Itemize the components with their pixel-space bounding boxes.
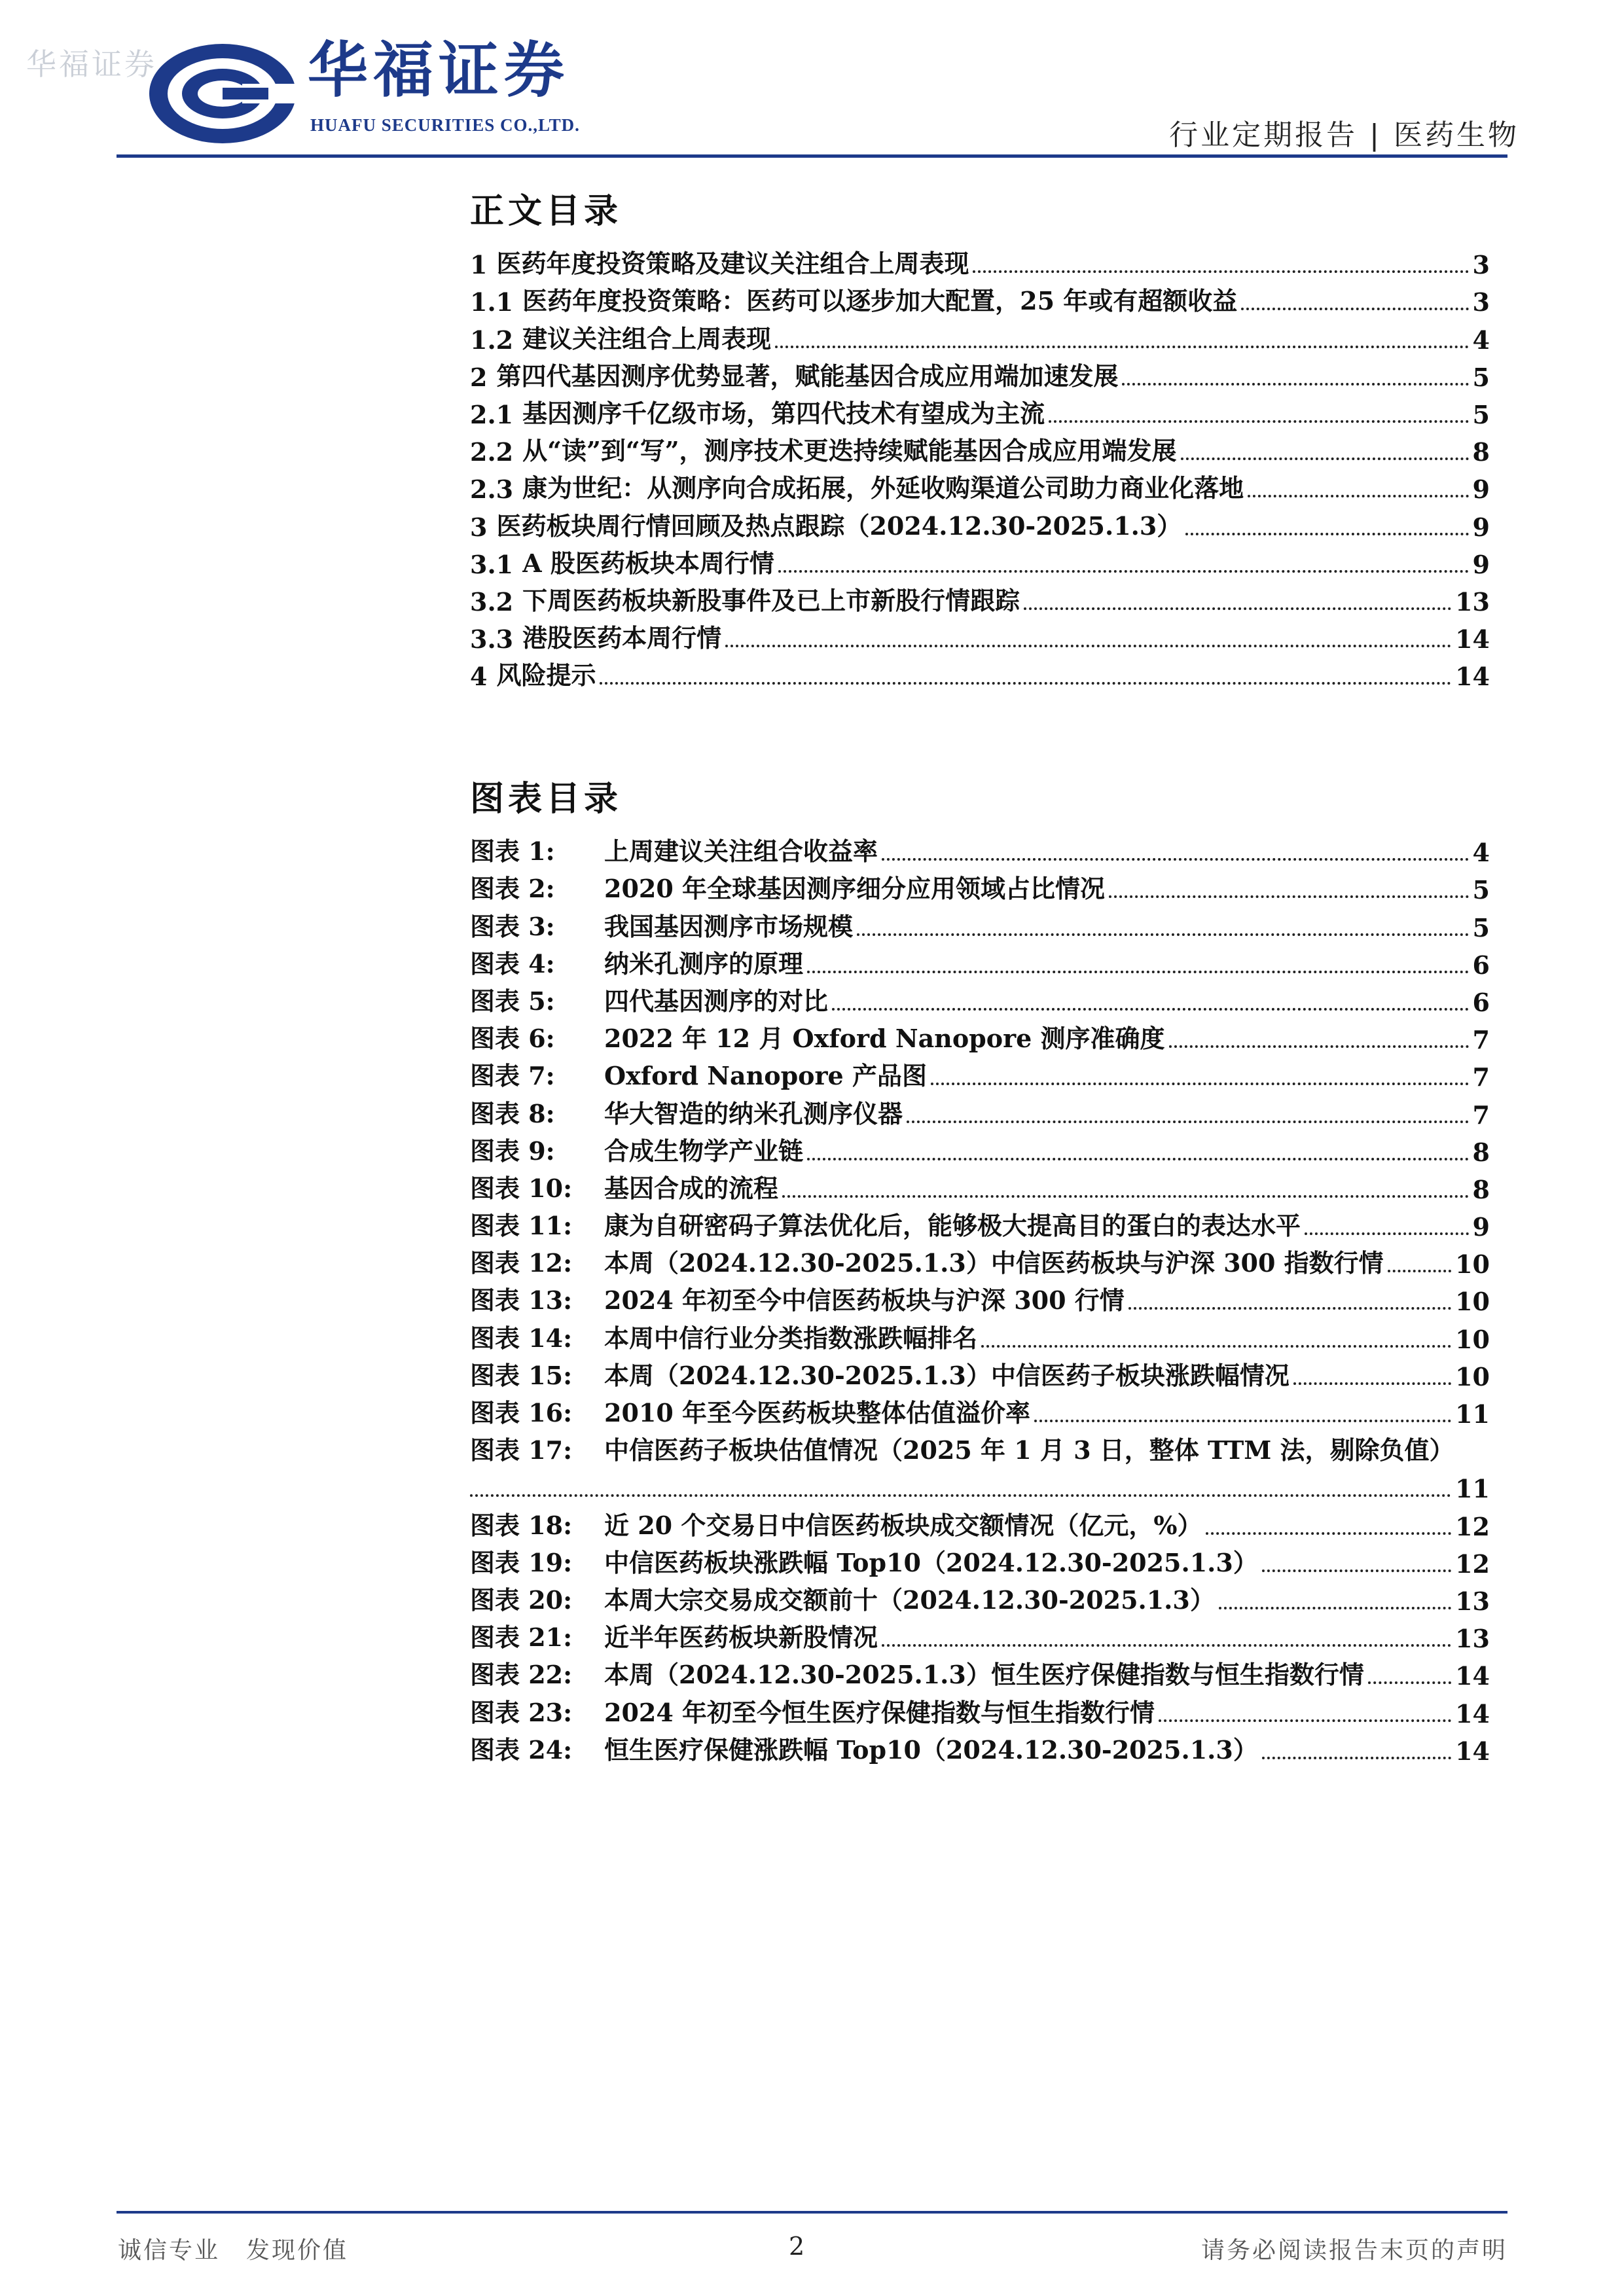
figure-item[interactable] [470,1017,1490,1054]
toc-item[interactable] [470,504,1490,541]
figure-item[interactable] [470,1316,1490,1354]
figure-label: 图表 24: [470,1734,573,1765]
footer-slogan-2: 发现价值 [246,2237,349,2264]
toc-num: 2.1 [470,399,514,429]
figure-item[interactable] [470,1092,1490,1129]
toc-title: 医药年度投资策略：医药可以逐步加大配置，25 年或有超额收益 [522,286,1238,316]
figure-page: 6 [1472,987,1490,1017]
figure-title: 中信医药子板块估值情况（2025 年 1 月 3 日，整体 TTM 法，剔除负值） [604,1435,1454,1465]
figure-item[interactable] [470,980,1490,1017]
figure-item[interactable] [470,1616,1490,1653]
figure-label: 图表 11: [470,1211,573,1241]
toc-title: 下周医药板块新股事件及已上市新股行情跟踪 [522,585,1020,615]
figure-title: 2024 年初至今恒生医疗保健指数与恒生指数行情 [604,1697,1155,1727]
toc-item[interactable] [470,392,1490,429]
toc-page: 9 [1472,549,1490,579]
figure-page: 12 [1455,1511,1490,1541]
toc-title: 医药板块周行情回顾及热点跟踪（2024.12.30-2025.1.3） [496,511,1182,541]
figure-item[interactable] [470,1130,1490,1167]
figure-item[interactable] [470,1242,1490,1279]
toc-page: 4 [1472,325,1490,355]
figure-label: 图表 13: [470,1285,573,1316]
figure-page: 4 [1472,838,1490,868]
figure-page: 14 [1455,1698,1490,1729]
dot-leader [1248,495,1468,497]
figure-page: 14 [1455,1661,1490,1691]
figure-page: 5 [1472,912,1490,942]
toc-title: A 股医药板块本周行情 [522,548,774,578]
figure-item[interactable] [470,1429,1490,1466]
figure-page: 13 [1455,1586,1490,1616]
figure-item[interactable] [470,1391,1490,1429]
figure-label: 图表 7: [470,1061,555,1091]
toc-num: 1.2 [470,325,514,355]
dot-leader [807,971,1469,973]
dot-leader [1262,1757,1451,1759]
toc-page: 14 [1455,624,1490,655]
figure-title: 合成生物学产业链 [604,1136,804,1166]
toc-title: 风险提示 [496,660,596,691]
report-header [1169,111,1519,153]
figure-label: 图表 22: [470,1660,573,1690]
figure-item[interactable] [470,1691,1490,1728]
figure-title: 2022 年 12 月 Oxford Nanopore 测序准确度 [604,1024,1165,1054]
logo-name-cn: 华福证券 [308,35,570,105]
dot-leader [1185,533,1468,535]
dot-leader [778,570,1469,573]
dot-leader [1388,1270,1451,1272]
toc-page: 8 [1472,437,1490,467]
figure-title: 本周（2024.12.30-2025.1.3）中信医药板块与沪深 300 指数行情 [604,1248,1384,1278]
figure-title: 2010 年至今医药板块整体估值溢价率 [604,1398,1030,1427]
figure-item[interactable] [470,830,1490,867]
figure-page: 11 [1455,1399,1490,1429]
toc-item[interactable] [470,579,1490,617]
logo-name-en: HUAFU SECURITIES CO.,LTD. [310,115,580,135]
figure-title: 2020 年全球基因测序细分应用领域占比情况 [604,874,1105,904]
dot-leader [907,1121,1469,1123]
toc-item[interactable] [470,654,1490,691]
figure-item[interactable] [470,1503,1490,1541]
dot-leader [775,346,1468,348]
header-separator: | [1369,118,1382,152]
figure-label: 图表 2: [470,874,555,904]
dot-leader [1049,420,1468,423]
dot-leader [882,1644,1451,1647]
figure-page: 11 [1455,1474,1490,1504]
dot-leader [1368,1681,1451,1684]
figure-page: 10 [1455,1249,1490,1280]
header-rule [117,154,1507,158]
toc-item[interactable] [470,279,1490,317]
dot-leader [600,682,1451,685]
watermark: 华福证券 [26,46,157,82]
logo-emblem-icon [144,38,301,149]
figure-title: 四代基因测序的对比 [604,986,829,1016]
figure-label: 图表 20: [470,1585,573,1615]
figure-page: 6 [1472,950,1490,980]
figure-item[interactable] [470,867,1490,905]
figure-item[interactable] [470,1054,1490,1092]
toc-page: 3 [1472,250,1490,280]
figure-page: 7 [1472,1062,1490,1092]
figure-page: 9 [1472,1212,1490,1242]
figure-title: 基因合成的流程 [604,1173,779,1203]
dot-leader [1024,607,1451,610]
figure-page: 12 [1455,1549,1490,1579]
toc-title: 基因测序千亿级市场，第四代技术有望成为主流 [522,398,1045,428]
toc-num: 3.2 [470,586,514,617]
contents-section [470,183,1490,691]
toc-num: 3.3 [470,624,514,655]
contents-list [470,242,1490,691]
dot-leader [1122,383,1468,386]
figure-label: 图表 23: [470,1697,573,1727]
dot-leader [1034,1420,1451,1422]
toc-num: 2.2 [470,437,514,467]
figure-title: Oxford Nanopore 产品图 [604,1061,927,1091]
figure-page: 14 [1455,1736,1490,1766]
figure-title: 本周大宗交易成交额前十（2024.12.30-2025.1.3） [604,1585,1215,1615]
toc-num: 4 [470,662,488,692]
figure-title: 上周建议关注组合收益率 [604,836,878,867]
figure-label: 图表 5: [470,986,555,1016]
figures-title: 图表目录 [470,780,623,819]
toc-num: 1.1 [470,287,514,317]
report-sector: 医药生物 [1394,118,1519,152]
toc-item[interactable] [470,617,1490,654]
page-number: 2 [789,2232,805,2261]
figure-item[interactable] [470,1541,1490,1579]
toc-num: 3 [470,512,488,542]
footer-slogan [118,2232,348,2265]
figure-page: 5 [1472,875,1490,905]
figure-title: 本周（2024.12.30-2025.1.3）恒生医疗保健指数与恒生指数行情 [604,1660,1364,1690]
figures-list [470,830,1490,1766]
figure-title: 近半年医药板块新股情况 [604,1623,878,1653]
figure-page: 13 [1455,1624,1490,1654]
figure-page: 10 [1455,1361,1490,1391]
dot-leader [1305,1232,1469,1235]
toc-num: 1 [470,250,488,280]
toc-num: 3.1 [470,549,514,579]
dot-leader [1206,1532,1451,1535]
figure-title: 我国基因测序市场规模 [604,911,854,941]
figure-item[interactable] [470,1204,1490,1242]
figure-page: 10 [1455,1324,1490,1354]
figure-label: 图表 17: [470,1435,573,1465]
toc-title: 港股医药本周行情 [522,623,722,653]
figures-section [470,771,1490,1766]
toc-page: 3 [1472,287,1490,317]
dot-leader [1219,1607,1451,1609]
toc-item[interactable] [470,467,1490,504]
figure-label: 图表 19: [470,1547,573,1577]
toc-num: 2 [470,362,488,392]
figure-item[interactable] [470,1279,1490,1316]
dot-leader [807,1158,1469,1160]
figure-item[interactable] [470,1354,1490,1391]
dot-leader [832,1008,1469,1011]
dot-leader [1159,1719,1451,1722]
company-logo [144,35,602,149]
toc-item[interactable] [470,429,1490,467]
toc-title: 医药年度投资策略及建议关注组合上周表现 [496,249,969,279]
dot-leader [931,1083,1469,1085]
figure-label: 图表 1: [470,836,555,867]
toc-title: 从“读”到“写”，测序技术更迭持续赋能基因合成应用端发展 [522,436,1177,466]
dot-leader [1241,308,1468,310]
figure-title: 纳米孔测序的原理 [604,948,804,978]
figure-item-continued[interactable] [470,1466,1490,1503]
figure-label: 图表 12: [470,1248,573,1278]
figure-title: 康为自研密码子算法优化后，能够极大提高目的蛋白的表达水平 [604,1211,1301,1241]
toc-item[interactable] [470,355,1490,392]
dot-leader [725,645,1451,647]
toc-page: 13 [1455,586,1490,617]
figure-label: 图表 14: [470,1323,573,1353]
toc-page: 9 [1472,512,1490,542]
figure-label: 图表 16: [470,1398,573,1427]
contents-title: 正文目录 [470,192,623,231]
dot-leader [1109,895,1469,898]
figure-label: 图表 18: [470,1510,573,1540]
figure-title: 恒生医疗保健涨跌幅 Top10（2024.12.30-2025.1.3） [604,1734,1258,1765]
figure-title: 本周中信行业分类指数涨跌幅排名 [604,1323,978,1353]
figure-label: 图表 21: [470,1623,573,1653]
dot-leader [1262,1570,1451,1572]
figure-title: 华大智造的纳米孔测序仪器 [604,1098,903,1128]
dot-leader [470,1494,1451,1497]
dot-leader [973,270,1468,273]
toc-page: 5 [1472,399,1490,429]
figure-label: 图表 10: [470,1173,573,1203]
figure-page: 8 [1472,1137,1490,1167]
toc-num: 2.3 [470,475,514,505]
report-type: 行业定期报告 [1169,118,1358,152]
dot-leader [1169,1045,1469,1048]
footer-disclaimer: 请务必阅读报告末页的声明 [1200,2237,1507,2264]
dot-leader [1181,457,1469,460]
figure-label: 图表 8: [470,1098,555,1128]
figure-title: 近 20 个交易日中信医药板块成交额情况（亿元，%） [604,1510,1202,1540]
dot-leader [882,858,1469,861]
toc-item[interactable] [470,317,1490,354]
figure-page: 7 [1472,1025,1490,1055]
figure-page: 10 [1455,1287,1490,1317]
figure-label: 图表 15: [470,1360,573,1390]
figure-item[interactable] [470,905,1490,942]
figure-page: 7 [1472,1100,1490,1130]
figure-item[interactable] [470,1653,1490,1691]
toc-title: 建议关注组合上周表现 [522,323,772,353]
toc-item[interactable] [470,242,1490,279]
footer-rule [117,2211,1507,2214]
dot-leader [1128,1307,1451,1310]
dot-leader [1293,1382,1451,1385]
toc-page: 9 [1472,475,1490,505]
dot-leader [782,1195,1469,1198]
footer-slogan-1: 诚信专业 [118,2237,221,2264]
toc-title: 第四代基因测序优势显著，赋能基因合成应用端加速发展 [496,361,1119,391]
figure-page: 8 [1472,1174,1490,1204]
toc-item[interactable] [470,542,1490,579]
toc-title: 康为世纪：从测序向合成拓展，外延收购渠道公司助力商业化落地 [522,473,1244,503]
figure-label: 图表 9: [470,1136,555,1166]
figure-item[interactable] [470,1579,1490,1616]
dot-leader [981,1345,1451,1348]
figure-title: 中信医药板块涨跌幅 Top10（2024.12.30-2025.1.3） [604,1547,1258,1577]
figure-label: 图表 6: [470,1024,555,1054]
toc-page: 14 [1455,662,1490,692]
figure-item[interactable] [470,942,1490,980]
figure-title: 2024 年初至今中信医药板块与沪深 300 行情 [604,1285,1125,1316]
figure-title: 本周（2024.12.30-2025.1.3）中信医药子板块涨跌幅情况 [604,1360,1290,1390]
toc-page: 5 [1472,362,1490,392]
dot-leader [857,933,1469,936]
figure-item[interactable] [470,1167,1490,1204]
figure-item[interactable] [470,1729,1490,1766]
figure-label: 图表 3: [470,911,555,941]
figure-label: 图表 4: [470,948,555,978]
